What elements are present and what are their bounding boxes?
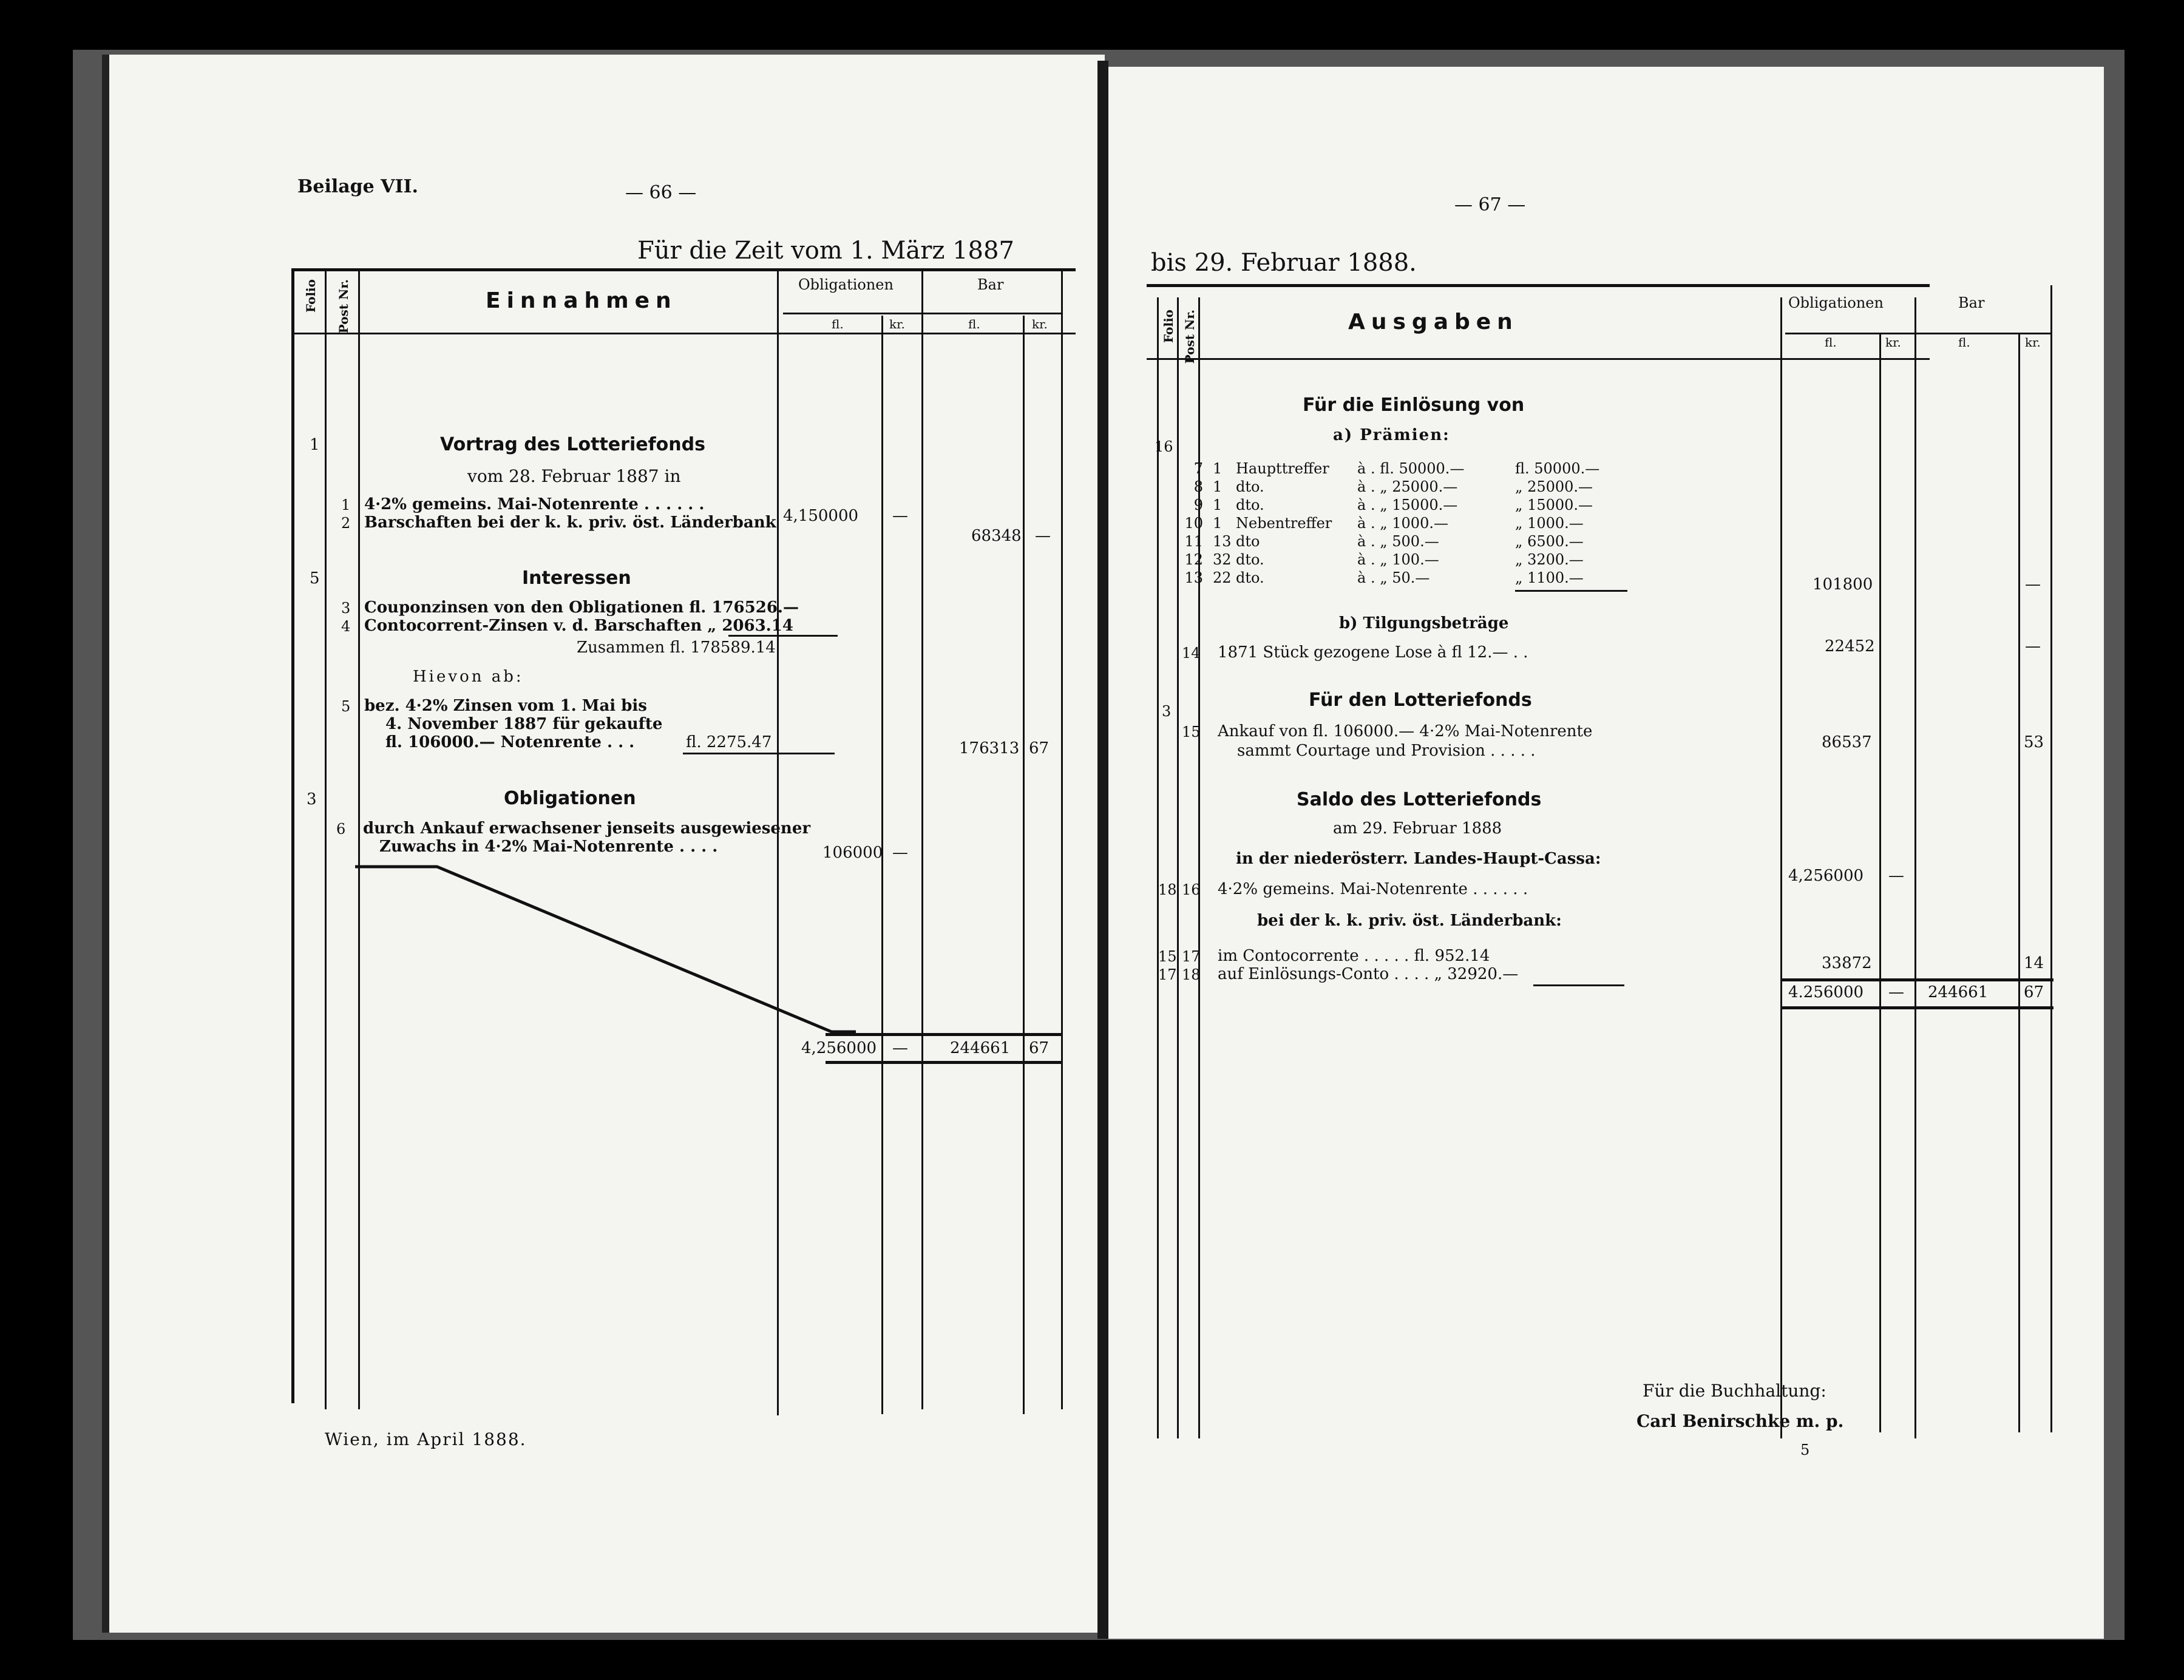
r-bar-kr-header: kr. bbox=[2025, 335, 2041, 350]
row2-bar: 68348 bbox=[971, 527, 1022, 545]
r-obl-fl-header: fl. bbox=[1825, 335, 1837, 350]
folio-1: 1 bbox=[310, 436, 320, 454]
row3-text: Couponzinsen von den Obligationen fl. 176526.— bbox=[364, 598, 799, 617]
prize-rate: à . „ 500.— bbox=[1357, 533, 1439, 550]
filler-stroke bbox=[352, 862, 856, 1050]
r-obl-divider bbox=[1780, 297, 1782, 1438]
prize-post: 11 bbox=[1184, 533, 1203, 550]
prize-rate: à . „ 100.— bbox=[1357, 551, 1439, 568]
prize-name: dto. bbox=[1236, 569, 1264, 586]
prize-name: dto. bbox=[1236, 478, 1264, 495]
left-border bbox=[291, 268, 294, 1403]
zusammen: Zusammen fl. 178589.14 bbox=[577, 638, 776, 657]
post-15: 15 bbox=[1182, 723, 1201, 740]
r-obl-kr-divider bbox=[1879, 334, 1881, 1432]
page-number-66: — 66 — bbox=[625, 182, 697, 203]
period-end: bis 29. Februar 1888. bbox=[1151, 249, 1417, 277]
prize-post: 13 bbox=[1184, 569, 1203, 586]
prize-total: „ 1000.— bbox=[1515, 515, 1584, 532]
prize-qty: 22 bbox=[1213, 569, 1232, 586]
row2-bar-kr: — bbox=[1035, 527, 1051, 545]
zwischensumme-rule bbox=[728, 635, 838, 637]
folio-16: 16 bbox=[1155, 438, 1173, 455]
r-total-bottom-rule bbox=[1780, 1006, 2053, 1009]
r-obl-kr-header: kr. bbox=[1885, 335, 1901, 350]
folio-3-right: 3 bbox=[1162, 703, 1172, 720]
prize-post: 12 bbox=[1184, 551, 1203, 568]
total-bottom-rule bbox=[826, 1061, 1062, 1064]
bar-fl-header: fl. bbox=[968, 317, 980, 331]
post-3: 3 bbox=[341, 600, 351, 617]
r-obligationen-header: Obligationen bbox=[1788, 294, 1884, 311]
folio-divider bbox=[325, 268, 327, 1409]
right-border bbox=[1061, 268, 1063, 1409]
prize-rate: à . „ 25000.— bbox=[1357, 478, 1458, 495]
row1-obl-kr: — bbox=[892, 507, 908, 525]
hievon: Hievon ab: bbox=[413, 668, 524, 686]
saldo-title: Saldo des Lotteriefonds bbox=[1297, 789, 1542, 810]
prize-qty: 1 bbox=[1213, 496, 1223, 513]
vortrag-subtitle: vom 28. Februar 1887 in bbox=[467, 466, 681, 486]
post-6: 6 bbox=[336, 821, 346, 838]
post-5: 5 bbox=[341, 698, 351, 715]
prize-post: 7 bbox=[1193, 460, 1203, 477]
praemien-label: a) Prämien: bbox=[1333, 426, 1450, 444]
row14-bar: 22452 bbox=[1825, 637, 1875, 655]
row6-line2: Zuwachs in 4·2% Mai-Notenrente . . . . bbox=[379, 838, 718, 856]
row1-obl: 4,150000 bbox=[783, 507, 859, 525]
row15-bar-kr: 53 bbox=[2024, 733, 2044, 751]
prize-rate: à . „ 15000.— bbox=[1357, 496, 1458, 513]
prize-qty: 1 bbox=[1213, 460, 1223, 477]
r-bar-header: Bar bbox=[1958, 294, 1985, 311]
row16-obl-kr: — bbox=[1888, 867, 1904, 885]
prize-rate: à . „ 50.— bbox=[1357, 569, 1430, 586]
cassa-label: in der niederösterr. Landes-Haupt-Cassa: bbox=[1236, 850, 1601, 868]
post-14: 14 bbox=[1182, 645, 1201, 662]
row5-bar: 176313 bbox=[959, 739, 1020, 757]
prize-total: „ 1100.— bbox=[1515, 569, 1584, 586]
row18-folio: 17 bbox=[1158, 966, 1177, 983]
tilgung-label: b) Tilgungsbeträge bbox=[1339, 614, 1509, 632]
folio-5: 5 bbox=[310, 569, 320, 588]
right-page bbox=[1108, 67, 2104, 1639]
r-bar-fl-header: fl. bbox=[1958, 335, 1970, 350]
post-header: Post Nr. bbox=[336, 279, 351, 334]
bar-kr-header: kr. bbox=[1032, 317, 1048, 331]
post-2: 2 bbox=[341, 515, 351, 532]
sheet-number: 5 bbox=[1800, 1441, 1810, 1458]
r-bar-kr-divider bbox=[2018, 334, 2020, 1432]
post-18: 18 bbox=[1182, 966, 1201, 983]
prize-rate: à . „ 1000.— bbox=[1357, 515, 1448, 532]
right-total-bar: 244661 bbox=[1928, 983, 1989, 1001]
prize-qty: 1 bbox=[1213, 478, 1223, 495]
prize-total: fl. 50000.— bbox=[1515, 460, 1600, 477]
row5-line3: fl. 106000.— Notenrente . . . bbox=[385, 733, 635, 751]
left-total-obl: 4,256000 bbox=[801, 1039, 877, 1057]
total-top-rule bbox=[826, 1033, 1062, 1036]
prize-rate: à . fl. 50000.— bbox=[1357, 460, 1465, 477]
prizes-sum-rule bbox=[1515, 590, 1627, 592]
row14-text: 1871 Stück gezogene Lose à fl 12.— . . bbox=[1218, 643, 1528, 662]
prize-post: 10 bbox=[1184, 515, 1203, 532]
page-number-67: — 67 — bbox=[1454, 194, 1526, 215]
row5-line2: 4. November 1887 für gekaufte bbox=[385, 715, 663, 733]
prize-qty: 32 bbox=[1213, 551, 1232, 568]
r-header-bottom-rule bbox=[1147, 358, 1930, 360]
post-4: 4 bbox=[341, 618, 351, 635]
right-total-obl-kr: — bbox=[1888, 983, 1904, 1001]
left-total-obl-kr: — bbox=[892, 1039, 908, 1057]
prize-total: „ 15000.— bbox=[1515, 496, 1593, 513]
prize-qty: 13 bbox=[1213, 533, 1232, 550]
right-total-bar-kr: 67 bbox=[2024, 983, 2044, 1001]
left-total-bar: 244661 bbox=[950, 1039, 1011, 1057]
right-total-obl: 4.256000 bbox=[1788, 983, 1864, 1001]
obl-kr-header: kr. bbox=[889, 317, 905, 331]
saldo-subtitle: am 29. Februar 1888 bbox=[1333, 819, 1502, 838]
prize-post: 8 bbox=[1193, 478, 1203, 495]
einloesung-title: Für die Einlösung von bbox=[1303, 395, 1525, 416]
row5-bar-kr: 67 bbox=[1029, 739, 1050, 757]
subheader-rule bbox=[783, 313, 1062, 314]
obligationen-header: Obligationen bbox=[798, 276, 894, 293]
row2-text: Barschaften bei der k. k. priv. öst. Länderbank bbox=[364, 513, 776, 532]
row17-text: im Contocorrente . . . . . fl. 952.14 bbox=[1218, 947, 1490, 965]
bar-divider bbox=[921, 268, 923, 1409]
r-right-border bbox=[2050, 285, 2052, 1432]
row5-rule bbox=[683, 753, 835, 754]
prize-qty: 1 bbox=[1213, 515, 1223, 532]
folio-3: 3 bbox=[307, 790, 317, 808]
einnahmen-header: Einnahmen bbox=[486, 288, 677, 313]
prize-name: Haupttreffer bbox=[1236, 460, 1329, 477]
vortrag-title: Vortrag des Lotteriefonds bbox=[440, 434, 705, 455]
row17-bar: 33872 bbox=[1822, 954, 1872, 972]
row6-obl: 106000 bbox=[822, 844, 883, 862]
interessen-title: Interessen bbox=[522, 567, 631, 589]
post-17: 17 bbox=[1182, 948, 1201, 965]
row6-line1: durch Ankauf erwachsener jenseits ausgewiesener bbox=[363, 819, 811, 838]
header-bottom-rule bbox=[293, 333, 1076, 334]
row16-folio: 18 bbox=[1158, 881, 1177, 898]
praemien-bar: 101800 bbox=[1813, 575, 1873, 594]
bar-header: Bar bbox=[977, 276, 1004, 293]
r-left-border bbox=[1157, 297, 1159, 1438]
row18-text: auf Einlösungs-Conto . . . . „ 32920.— bbox=[1218, 965, 1519, 983]
obl-kr-divider bbox=[881, 316, 883, 1414]
obligationen-title: Obligationen bbox=[504, 788, 636, 809]
post-divider bbox=[358, 268, 360, 1409]
row17-bar-kr: 14 bbox=[2024, 954, 2044, 972]
row16-text: 4·2% gemeins. Mai-Notenrente . . . . . . bbox=[1218, 880, 1528, 898]
row6-obl-kr: — bbox=[892, 844, 908, 862]
row5-amount: fl. 2275.47 bbox=[686, 733, 772, 751]
ausgaben-header: Ausgaben bbox=[1348, 310, 1519, 334]
place-date: Wien, im April 1888. bbox=[325, 1429, 527, 1449]
post-16: 16 bbox=[1182, 881, 1201, 898]
prize-name: Nebentreffer bbox=[1236, 515, 1332, 532]
row17-folio: 15 bbox=[1158, 948, 1177, 965]
laenderbank-label: bei der k. k. priv. öst. Länderbank: bbox=[1257, 912, 1562, 930]
book-gutter bbox=[1097, 61, 1108, 1639]
r-bar-divider bbox=[1914, 297, 1916, 1438]
beilage-label: Beilage VII. bbox=[297, 176, 418, 197]
obl-divider bbox=[777, 268, 779, 1415]
table-top-rule bbox=[293, 268, 1076, 271]
row5-line1: bez. 4·2% Zinsen vom 1. Mai bis bbox=[364, 697, 647, 715]
r-subheader-rule bbox=[1785, 333, 2052, 334]
folio-header: Folio bbox=[304, 279, 318, 313]
prize-total: „ 3200.— bbox=[1515, 551, 1584, 568]
prize-post: 9 bbox=[1193, 496, 1203, 513]
bar-kr-divider bbox=[1023, 316, 1025, 1414]
r-table-top-rule bbox=[1147, 284, 1930, 287]
row15-line1: Ankauf von fl. 106000.— 4·2% Mai-Notenrente bbox=[1218, 722, 1593, 740]
laenderbank-sum-rule bbox=[1533, 984, 1624, 986]
left-page bbox=[102, 55, 1105, 1633]
r-total-top-rule bbox=[1780, 978, 2053, 981]
r-folio-divider bbox=[1177, 297, 1179, 1438]
praemien-bar-kr: — bbox=[2025, 575, 2041, 594]
row4-text: Contocorrent-Zinsen v. d. Barschaften „ 2063.14 bbox=[364, 617, 793, 635]
row14-bar-kr: — bbox=[2025, 637, 2041, 655]
row15-line2: sammt Courtage und Provision . . . . . bbox=[1237, 742, 1536, 760]
post-1: 1 bbox=[341, 496, 351, 513]
left-total-bar-kr: 67 bbox=[1029, 1039, 1050, 1057]
period-start: Für die Zeit vom 1. März 1887 bbox=[637, 237, 1014, 265]
row1-text: 4·2% gemeins. Mai-Notenrente . . . . . . bbox=[364, 495, 705, 513]
signature-line1: Für die Buchhaltung: bbox=[1643, 1381, 1826, 1401]
prize-name: dto. bbox=[1236, 551, 1264, 568]
r-post-header: Post Nr. bbox=[1182, 310, 1197, 364]
prize-name: dto bbox=[1236, 533, 1260, 550]
prize-total: „ 25000.— bbox=[1515, 478, 1593, 495]
r-folio-header: Folio bbox=[1161, 310, 1176, 343]
obl-fl-header: fl. bbox=[832, 317, 844, 331]
row15-bar: 86537 bbox=[1822, 733, 1872, 751]
fonds-title: Für den Lotteriefonds bbox=[1309, 689, 1532, 711]
prize-name: dto. bbox=[1236, 496, 1264, 513]
row16-obl: 4,256000 bbox=[1788, 867, 1864, 885]
signature-line2: Carl Benirschke m. p. bbox=[1636, 1411, 1844, 1431]
prize-total: „ 6500.— bbox=[1515, 533, 1584, 550]
